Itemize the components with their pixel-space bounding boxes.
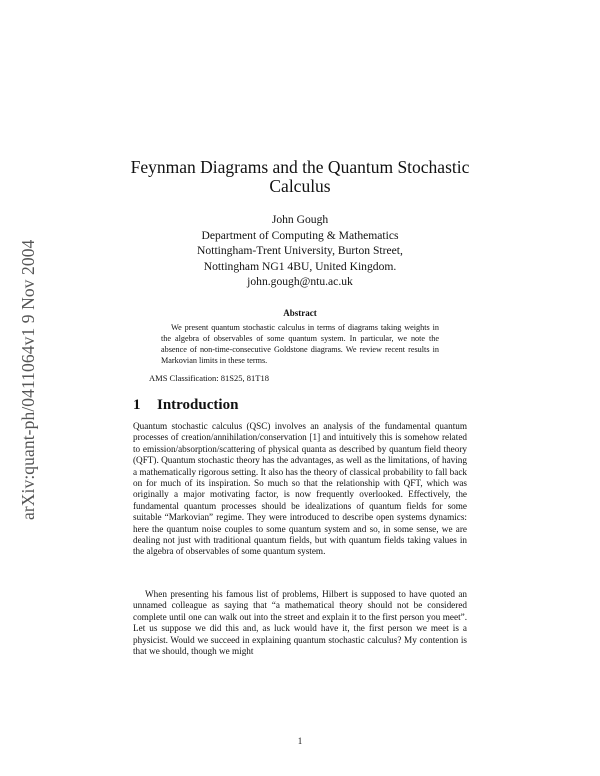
author-affiliation-line-2: Nottingham NG1 4BU, United Kingdom. — [203, 259, 397, 273]
abstract-text: We present quantum stochastic calculus in terms of diagrams taking weights in the algebra of observables of some quantum system. In particular, we note the absence of non-time-consecutive Goldstone diagrams. We review recent results in Markovian limits in these terms. — [161, 323, 439, 365]
arxiv-identifier-stamp: arXiv:quant-ph/0411064v1 9 Nov 2004 — [18, 239, 38, 521]
author-name: John Gough — [271, 213, 329, 226]
section-number: 1 — [133, 397, 141, 413]
intro-paragraph-1: Quantum stochastic calculus (QSC) involves an analysis of the fundamental quantum processes of creation/annihilation/conservation [1] and intuitively this is somehow related to emission/absorption/scattering of physical quanta as described by quantum field theory (QFT). Quantum stochastic theory has the advantages, as well as the limitations, of having a mathematically rigorous setting. It also has the theory of classical probability to fall back on for much of its inspiration. So much so that the relationship with QFT, which was originally a major motivating factor, is now frequently overlooked. Effectively, the fundamental quantum processes should be idealizations of quantum fields for some suitable “Markovian” regime. They were introduced to describe open systems dynamics: here the quantum noise couples to some quantum system and so, in some sense, we are dealing not just with traditional quantum fields, but with quantum fields taking values in the algebra of observables of some quantum system. — [133, 421, 467, 557]
ams-classification: AMS Classification: 81S25, 81T18 — [149, 373, 269, 383]
author-affiliation-line-1: Nottingham-Trent University, Burton Street, — [197, 244, 403, 257]
intro-paragraph-2: When presenting his famous list of problems, Hilbert is supposed to have quoted an unnamed colleague as saying that “a mathematical theory should not be considered complete until one can walk out into the street and explain it to the first person you meet”. Let us suppose we did this and, as luck would have it, the first person we meet is a physicist. Would we succeed in explaining quantum stochastic calculus? My contention is that we should, though we might — [133, 589, 467, 657]
section-heading — [133, 397, 238, 414]
author-department: Department of Computing & Mathematics — [201, 228, 399, 242]
section-title: Introduction — [157, 397, 239, 413]
title-line-2: Calculus — [269, 176, 331, 196]
author-email: john.gough@ntu.ac.uk — [247, 275, 353, 288]
page-number: 1 — [297, 736, 303, 746]
paper-title — [120, 158, 480, 196]
abstract-heading: Abstract — [283, 308, 317, 318]
title-line-1: Feynman Diagrams and the Quantum Stochastic — [130, 157, 470, 177]
author-block — [150, 212, 450, 290]
